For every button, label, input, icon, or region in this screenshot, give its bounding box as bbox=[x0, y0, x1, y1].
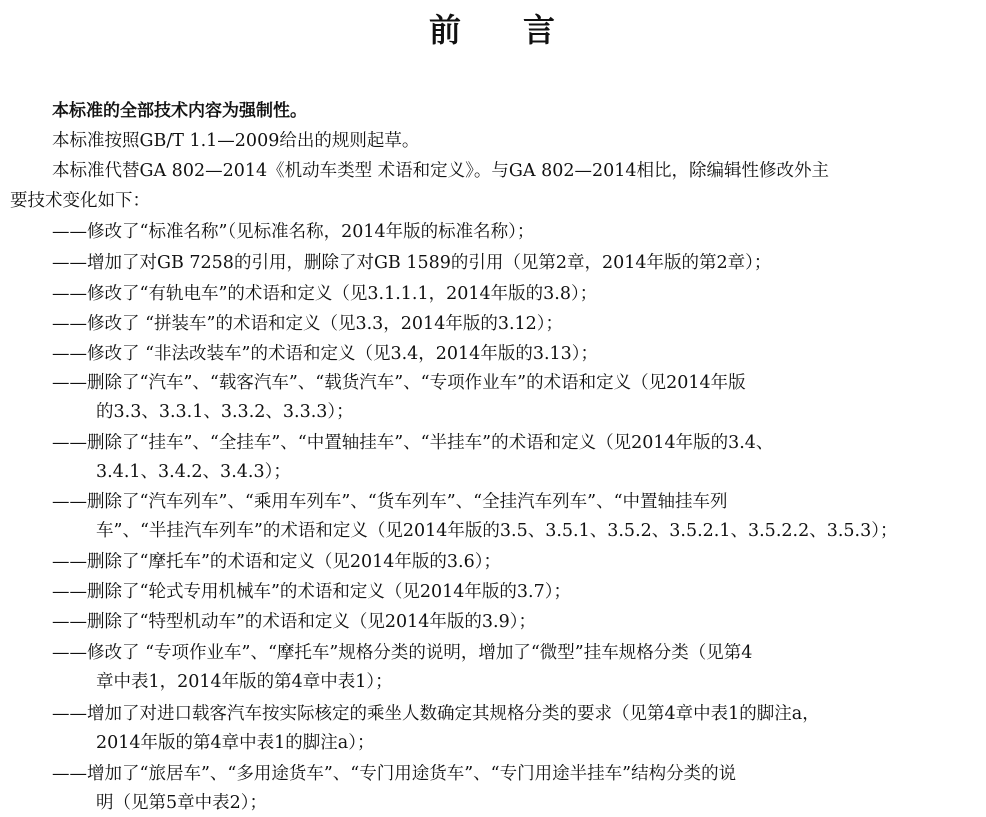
title-char-2: 言 bbox=[523, 11, 558, 49]
paragraph-replaces: 本标准代替GA 802—2014《机动车类型 术语和定义》。与GA 802—2014相比，除编辑性修改外主 bbox=[52, 161, 830, 181]
list-item: ——增加了对进口载客汽车按实际核定的乘坐人数确定其规格分类的要求（见第4章中表1的脚注a， bbox=[52, 704, 820, 724]
list-item: ——删除了“挂车”、“全挂车”、“中置轴挂车”、“半挂车”的术语和定义（见2014年版的3.4、 bbox=[52, 433, 774, 453]
page-title bbox=[0, 8, 986, 52]
list-item: ——增加了“旅居车”、“多用途货车”、“专门用途货车”、“专门用途半挂车”结构分类的说 bbox=[52, 764, 737, 784]
list-item-continuation: 2014年版的第4章中表1的脚注a）； bbox=[96, 733, 375, 753]
list-item: ——删除了“摩托车”的术语和定义（见2014年版的3.6）； bbox=[52, 552, 502, 572]
list-item: ——修改了 “非法改装车”的术语和定义（见3.4，2014年版的3.13）； bbox=[52, 344, 599, 364]
paragraph-replaces-cont: 要技术变化如下： bbox=[10, 191, 150, 211]
title-char-1: 前 bbox=[428, 11, 463, 49]
list-item: ——修改了 “专项作业车”、“摩托车”规格分类的说明，增加了“微型”挂车规格分类（见第4 bbox=[52, 643, 753, 663]
list-item: ——修改了 “拼装车”的术语和定义（见3.3，2014年版的3.12）； bbox=[52, 314, 564, 334]
list-item-continuation: 明（见第5章中表2）； bbox=[96, 793, 268, 813]
list-item: ——删除了“特型机动车”的术语和定义（见2014年版的3.9）； bbox=[52, 612, 537, 632]
list-item: ——修改了“标准名称”（见标准名称，2014年版的标准名称）； bbox=[52, 222, 535, 242]
list-item-continuation: 3.4.1、3.4.2、3.4.3）； bbox=[96, 462, 291, 482]
list-item-continuation: 的3.3、3.3.1、3.3.2、3.3.3）； bbox=[96, 402, 354, 422]
paragraph-mandatory: 本标准的全部技术内容为强制性。 bbox=[52, 101, 307, 121]
list-item: ——增加了对GB 7258的引用，删除了对GB 1589的引用（见第2章，2014年版的第2章）； bbox=[52, 253, 772, 273]
list-item: ——修改了“有轨电车”的术语和定义（见3.1.1.1，2014年版的3.8）； bbox=[52, 284, 598, 304]
list-item: ——删除了“汽车”、“载客汽车”、“载货汽车”、“专项作业车”的术语和定义（见2014年版 bbox=[52, 373, 746, 393]
list-item: ——删除了“轮式专用机械车”的术语和定义（见2014年版的3.7）； bbox=[52, 582, 572, 602]
list-item-continuation: 章中表1，2014年版的第4章中表1）； bbox=[96, 672, 393, 692]
list-item: ——删除了“汽车列车”、“乘用车列车”、“货车列车”、“全挂汽车列车”、“中置轴挂车列 bbox=[52, 492, 728, 512]
list-item-continuation: 车”、“半挂汽车列车”的术语和定义（见2014年版的3.5、3.5.1、3.5.2、3.5.2.1、3.5.2.2、3.5.3）； bbox=[96, 521, 898, 541]
paragraph-drafting: 本标准按照GB/T 1.1—2009给出的规则起草。 bbox=[52, 131, 420, 151]
